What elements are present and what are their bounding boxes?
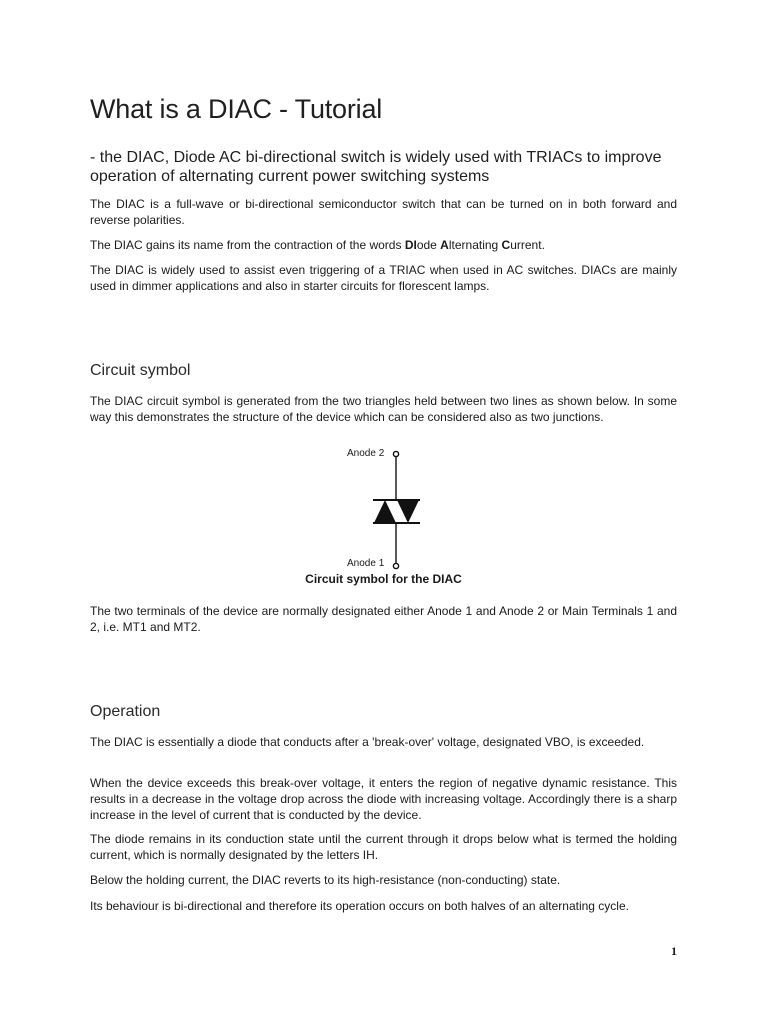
page-number: 1 <box>671 944 677 958</box>
intro-paragraph-3: The DIAC is widely used to assist even triggering of a TRIAC when used in AC switches. DIACs are mainly used in dimmer applications and also in starter circuits for florescent lamps. <box>90 263 677 293</box>
anode-1-label: Anode 1 <box>347 558 385 569</box>
circuit-symbol-paragraph-2: The two terminals of the device are normally designated either Anode 1 and Anode 2 or Main Terminals 1 and 2, i.e. MT1 and MT2. <box>90 604 677 634</box>
circuit-symbol-paragraph-1: The DIAC circuit symbol is generated from the two triangles held between two lines as shown below. In some way this demonstrates the structure of the device which can be considered also as two junctions. <box>90 394 677 424</box>
intro-paragraph-1: The DIAC is a full-wave or bi-directional semiconductor switch that can be turned on in both forward and reverse polarities. <box>90 197 677 227</box>
document-page <box>90 0 677 1024</box>
section-heading-circuit-symbol: Circuit symbol <box>90 362 191 379</box>
page-title: What is a DIAC - Tutorial <box>90 94 383 124</box>
intro-paragraph-2: The DIAC gains its name from the contraction of the words DIode Alternating Current. <box>90 238 545 252</box>
anode-2-label: Anode 2 <box>347 448 385 459</box>
operation-paragraph-4: Below the holding current, the DIAC reverts to its high-resistance (non-conducting) state. <box>90 873 561 887</box>
operation-paragraph-5: Its behaviour is bi-directional and therefore its operation occurs on both halves of an alternating cycle. <box>90 899 629 913</box>
diac-circuit-symbol-figure <box>340 446 430 570</box>
page-subtitle: - the DIAC, Diode AC bi-directional switch is widely used with TRIACs to improve operation of alternating current power switching systems <box>90 149 662 185</box>
operation-paragraph-2: When the device exceeds this break-over voltage, it enters the region of negative dynamic resistance. This results in a decrease in the voltage drop across the diode with increasing voltage. Accordingly there is a sharp increase in the level of current that is conducted by the device. <box>90 776 677 822</box>
operation-paragraph-3: The diode remains in its conduction state until the current through it drops below what is termed the holding current, which is normally designated by the letters IH. <box>90 832 677 862</box>
diac-symbol-icon <box>340 446 430 570</box>
figure-caption: Circuit symbol for the DIAC <box>305 572 462 586</box>
section-heading-operation: Operation <box>90 703 161 720</box>
operation-paragraph-1: The DIAC is essentially a diode that conducts after a 'break-over' voltage, designated VBO, is exceeded. <box>90 735 645 749</box>
